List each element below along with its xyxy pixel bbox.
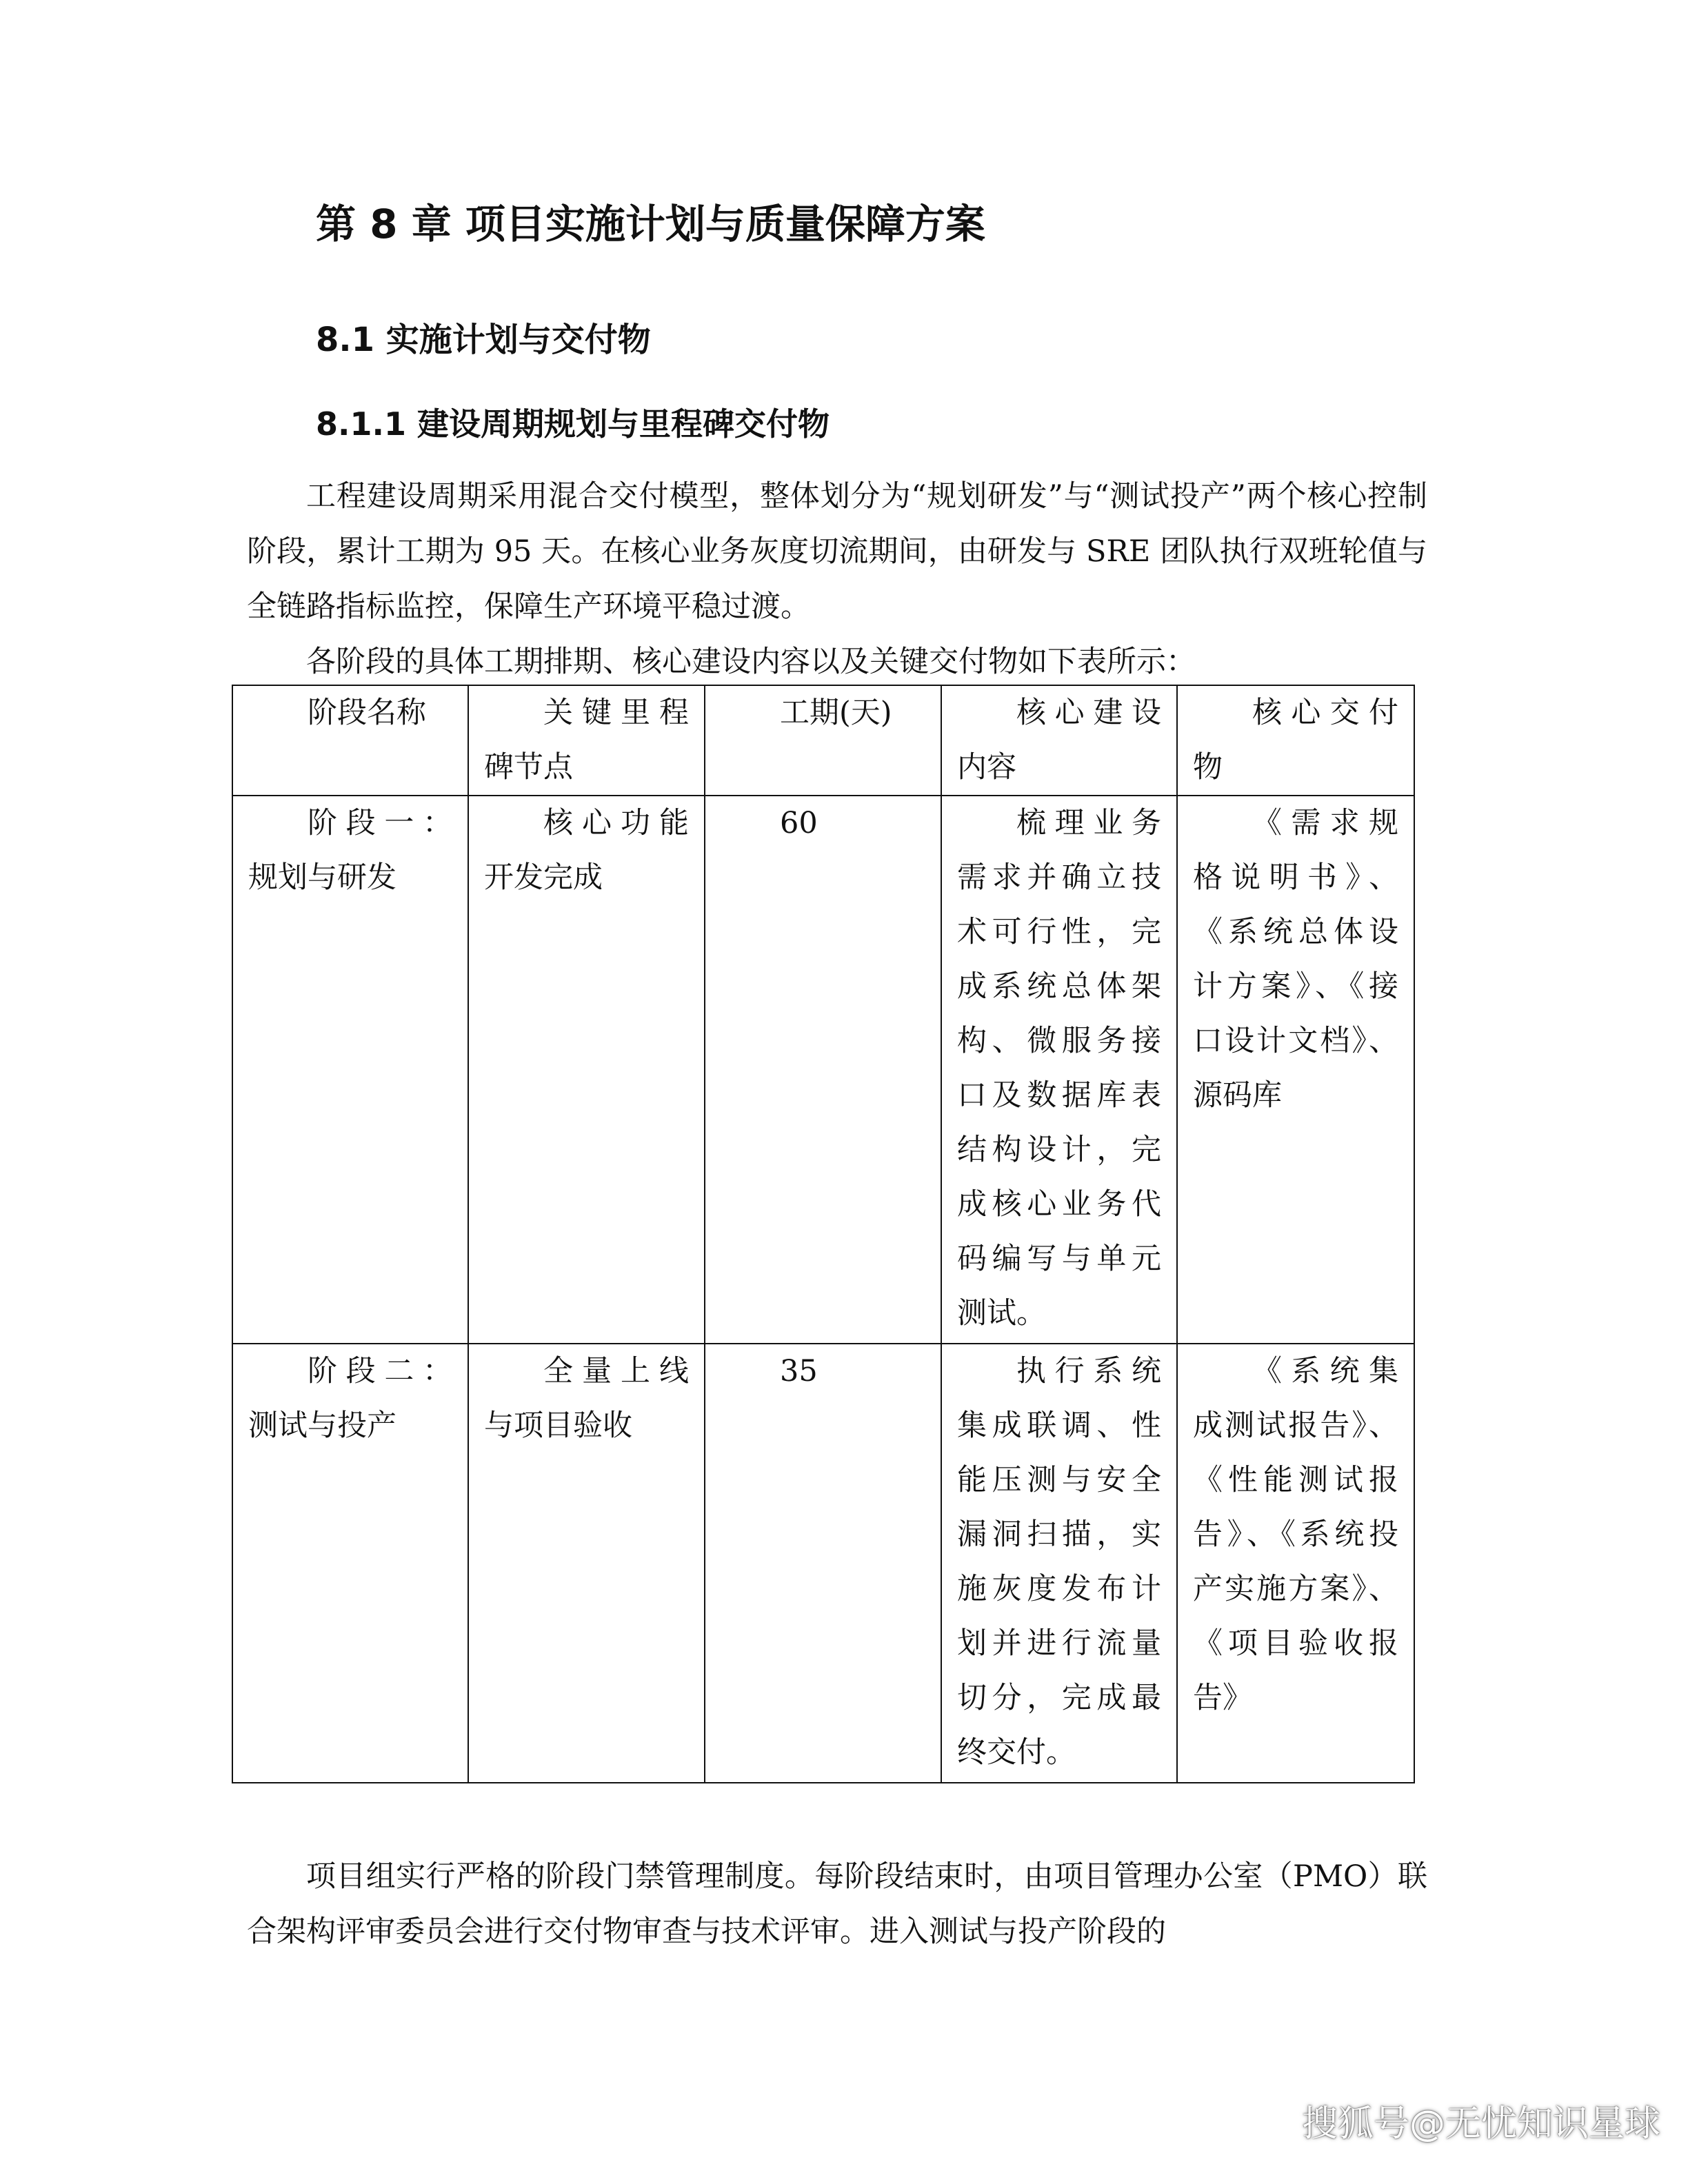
cell-deliverables: 《系统集成测试报告》、《性能测试报告》、《系统投产实施方案》、《项目验收报告》 <box>1177 1344 1414 1783</box>
header-deliverables: 核心交付物 <box>1177 685 1414 796</box>
cell-deliverables: 《需求规格说明书》、《系统总体设计方案》、《接口设计文档》、源码库 <box>1177 796 1414 1344</box>
cell-phase: 阶段一：规划与研发 <box>232 796 468 1344</box>
cell-milestone: 核心功能开发完成 <box>468 796 705 1344</box>
subsection-title: 8.1.1 建设周期规划与里程碑交付物 <box>316 405 830 443</box>
paragraph-intro: 工程建设周期采用混合交付模型，整体划分为“规划研发”与“测试投产”两个核心控制阶段，累计工期为 95 天。在核心业务灰度切流期间，由研发与 SRE 团队执行双班轮值与全链路指标监控，保障生产环境平稳过渡。 <box>247 479 1427 624</box>
cell-content: 梳理业务需求并确立技术可行性，完成系统总体架构、微服务接口及数据库表结构设计，完成核心业务代码编写与单元测试。 <box>941 796 1177 1344</box>
header-phase-name: 阶段名称 <box>232 685 468 796</box>
table-header-row <box>232 685 1414 796</box>
phase-table <box>232 685 1415 1783</box>
header-duration: 工期(天) <box>705 685 941 796</box>
table-row <box>232 796 1414 1344</box>
cell-phase: 阶段二：测试与投产 <box>232 1344 468 1783</box>
header-milestone: 关键里程碑节点 <box>468 685 705 796</box>
cell-content: 执行系统集成联调、性能压测与安全漏洞扫描，实施灰度发布计划并进行流量切分，完成最终交付。 <box>941 1344 1177 1783</box>
cell-duration: 60 <box>705 796 941 1344</box>
header-content: 核心建设内容 <box>941 685 1177 796</box>
section-title: 8.1 实施计划与交付物 <box>316 321 651 359</box>
cell-milestone: 全量上线与项目验收 <box>468 1344 705 1783</box>
chapter-title: 第 8 章 项目实施计划与质量保障方案 <box>316 201 985 247</box>
cell-duration: 35 <box>705 1344 941 1783</box>
table-row <box>232 1344 1414 1783</box>
paragraph-gate-management: 项目组实行严格的阶段门禁管理制度。每阶段结束时，由项目管理办公室（PMO）联合架构评审委员会进行交付物审查与技术评审。进入测试与投产阶段的 <box>247 1859 1427 1949</box>
watermark: 搜狐号@无忧知识星球 <box>1301 2103 1660 2145</box>
paragraph-table-lead: 各阶段的具体工期排期、核心建设内容以及关键交付物如下表所示： <box>306 645 1196 679</box>
